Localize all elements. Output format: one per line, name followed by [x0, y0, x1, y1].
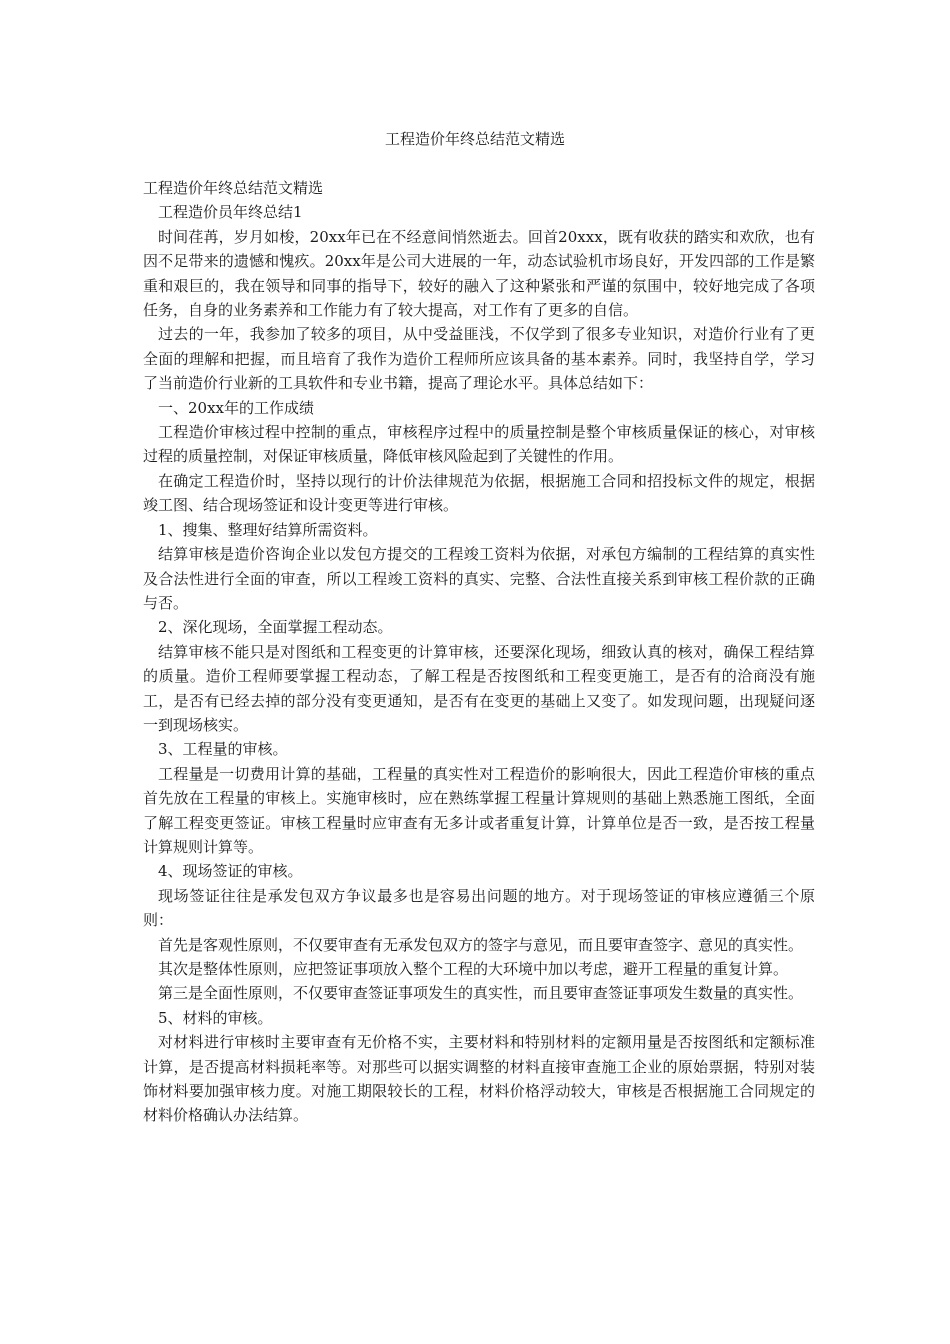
document-title: 工程造价年终总结范文精选 [384, 130, 565, 148]
body-paragraph: 工程造价审核过程中控制的重点，审核程序过程中的质量控制是整个审核质量保证的核心，对审核过程的质量控制，对保证审核质量，降低审核风险起到了关键性的作用。 [143, 423, 815, 466]
body-paragraph: 结算审核不能只是对图纸和工程变更的计算审核，还要深化现场，细致认真的核对，确保工程结算的质量。造价工程师要掌握工程动态，了解工程是否按图纸和工程变更施工，是否有的洽商没有施工，是否有已经去掉的部分没有变更通知，是否有在变更的基础上又变了。如发现问题，出现疑问逐一到现场核实。 [143, 642, 815, 734]
list-item-heading: 3、工程量的审核。 [158, 740, 288, 759]
list-item-heading: 5、材料的审核。 [158, 1008, 273, 1027]
body-paragraph: 第三是全面性原则，不仅要审查签证事项发生的真实性，而且要审查签证事项发生数量的真实性。 [158, 984, 804, 1003]
document-body [143, 176, 815, 1128]
body-paragraph: 工程量是一切费用计算的基础，工程量的真实性对工程造价的影响很大，因此工程造价审核的重点首先放在工程量的审核上。实施审核时，应在熟练掌握工程量计算规则的基础上熟悉施工图纸，全面了解工程变更签证。审核工程量时应审查有无多计或者重复计算，计算单位是否一致，是否按工程量计算规则计算等。 [143, 764, 815, 856]
list-item-heading: 1、搜集、整理好结算所需资料。 [158, 520, 378, 539]
list-item-heading: 2、深化现场，全面掌握工程动态。 [158, 618, 393, 637]
body-paragraph: 过去的一年，我参加了较多的项目，从中受益匪浅，不仅学到了很多专业知识，对造价行业有了更全面的理解和把握，而且培育了我作为造价工程师所应该具备的基本素养。同时，我坚持自学，学习了当前造价行业新的工具软件和专业书籍，提高了理论水平。具体总结如下： [143, 325, 815, 393]
body-paragraph: 现场签证往往是承发包双方争议最多也是容易出问题的地方。对于现场签证的审核应遵循三个原则： [143, 886, 815, 930]
body-paragraph: 时间荏苒，岁月如梭，20xx年已在不经意间悄然逝去。回首20xxx，既有收获的踏实和欢欣，也有因不足带来的遗憾和愧疚。20xx年是公司大进展的一年，动态试验机市场良好，开发四部的工作是繁重和艰巨的，我在领导和同事的指导下，较好的融入了这种紧张和严谨的氛围中，较好地完成了各项任务，自身的业务素养和工作能力有了较大提高，对工作有了更多的自信。 [143, 227, 815, 320]
body-paragraph: 首先是客观性原则，不仅要审查有无承发包双方的签字与意见，而且要审查签字、意见的真实性。 [158, 935, 804, 954]
list-item-heading: 4、现场签证的审核。 [158, 862, 303, 881]
body-paragraph: 对材料进行审核时主要审查有无价格不实，主要材料和特别材料的定额用量是否按图纸和定额标准计算，是否提高材料损耗率等。对那些可以据实调整的材料直接审查施工企业的原始票据，特别对装饰材料要加强审核力度。对施工期限较长的工程，材料价格浮动较大，审核是否根据施工合同规定的材料价格确认办法结算。 [143, 1033, 815, 1125]
body-paragraph: 其次是整体性原则，应把签证事项放入整个工程的大环境中加以考虑，避开工程量的重复计算。 [158, 960, 789, 978]
section-heading: 一、20xx年的工作成绩 [158, 398, 315, 417]
body-heading: 工程造价年终总结范文精选 [143, 179, 324, 197]
body-paragraph: 在确定工程造价时，坚持以现行的计价法律规范为依据，根据施工合同和招投标文件的规定，根据竣工图、结合现场签证和设计变更等进行审核。 [143, 471, 815, 515]
section-subtitle: 工程造价员年终总结1 [158, 203, 303, 222]
body-paragraph: 结算审核是造价咨询企业以发包方提交的工程竣工资料为依据，对承包方编制的工程结算的真实性及合法性进行全面的审查，所以工程竣工资料的真实、完整、合法性直接关系到审核工程价款的正确与否。 [143, 545, 815, 612]
